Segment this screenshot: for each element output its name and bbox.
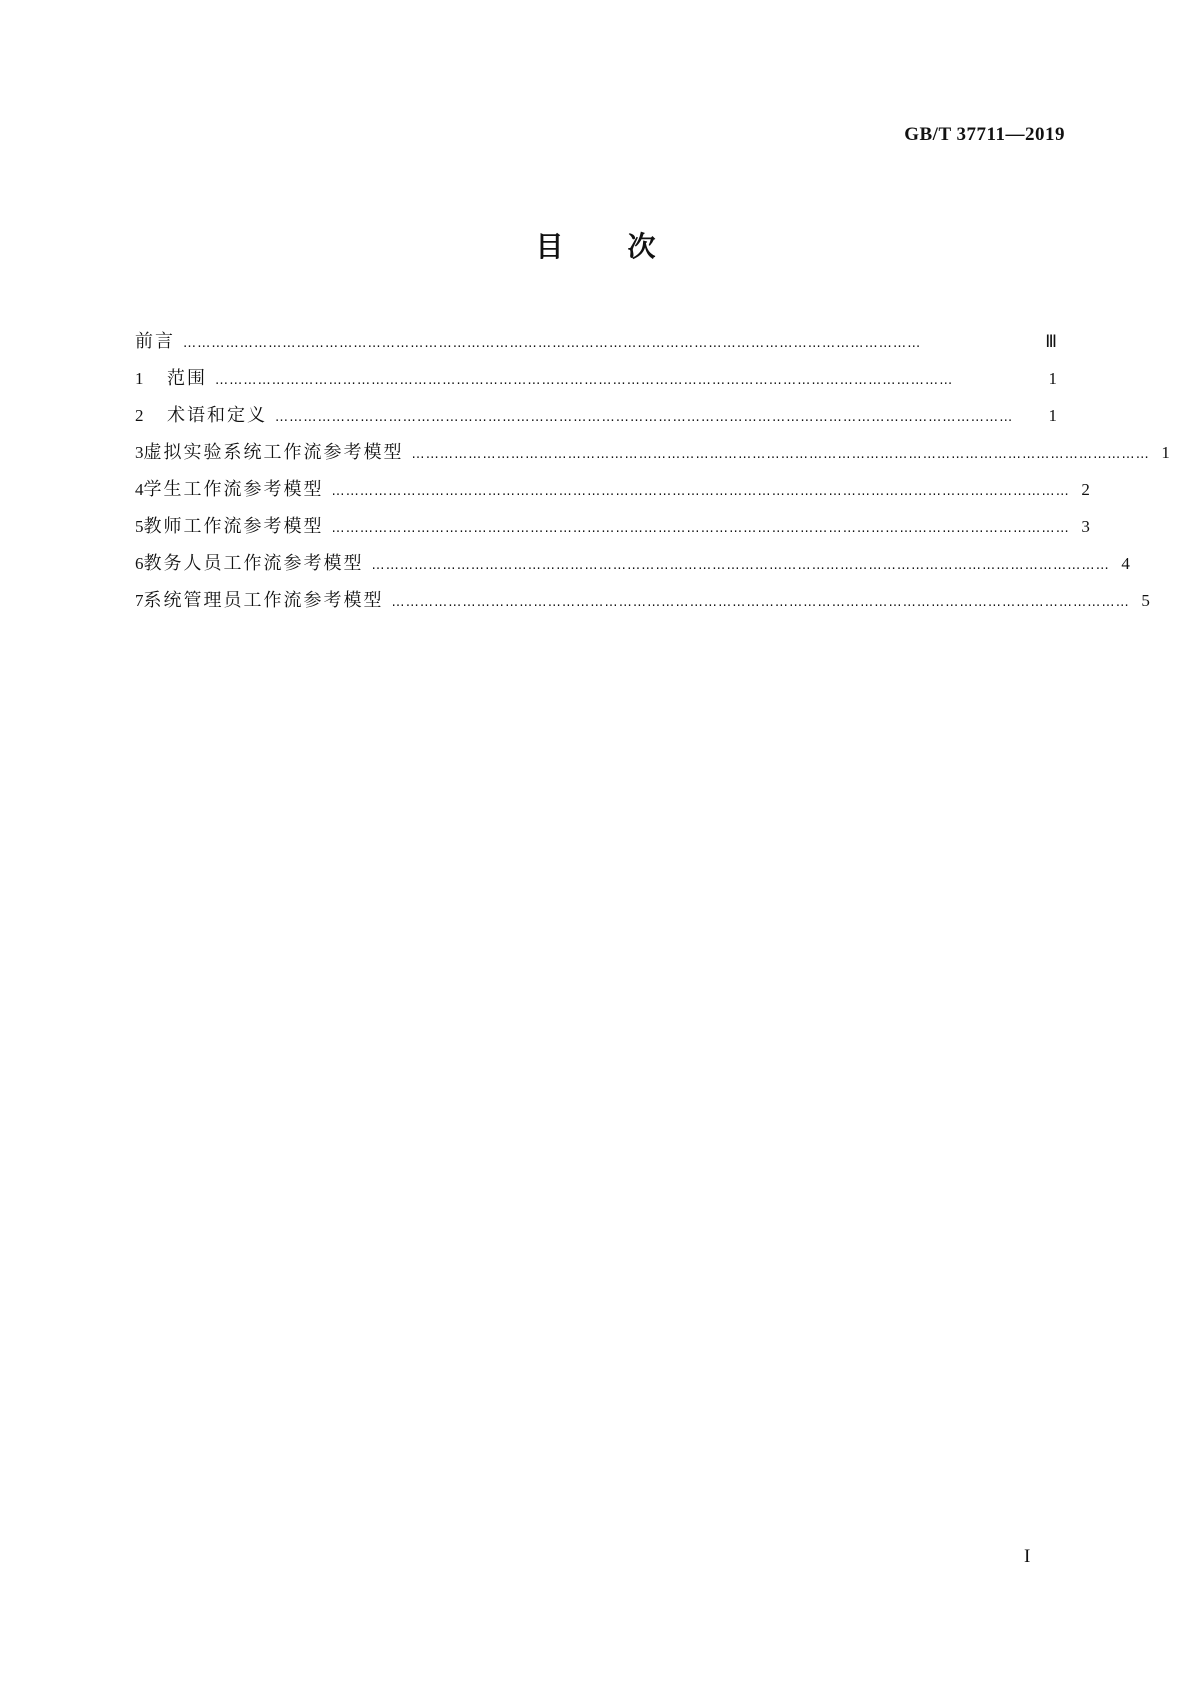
page-number: I [1024,1546,1031,1567]
toc-entry-number: 5 [135,517,144,536]
page-title [0,225,1191,265]
toc-entry-title: 学生工作流参考模型 [143,479,324,500]
toc-entry-number: 3 [135,443,144,462]
toc-entry-7[interactable] [135,586,1150,623]
toc-entry-page: 3 [1081,517,1090,536]
toc-entry-page: 4 [1121,554,1130,573]
standard-number: GB/T 37711—2019 [904,124,1065,145]
page-title-char-2: 次 [627,230,656,263]
toc-dot-leader: ………………………………………………………………………………………………………………………………………… [371,558,1110,573]
toc-entry-number: 1 [135,369,144,388]
toc-entry-page: 1 [1048,406,1057,425]
toc-entry-page: 1 [1161,443,1170,462]
toc-entry-title: 教务人员工作流参考模型 [143,553,364,574]
toc-entry-number: 6 [135,554,144,573]
toc-entry-title: 系统管理员工作流参考模型 [143,590,384,611]
toc-dot-leader: ………………………………………………………………………………………………………………………………………… [391,595,1130,610]
toc-entry-title: 范围 [167,368,207,389]
toc-entry-4[interactable] [135,475,1090,512]
toc-entry-foreword[interactable] [135,327,1057,364]
toc-dot-leader: ………………………………………………………………………………………………………………………………………… [331,484,1070,499]
toc-dot-leader: ………………………………………………………………………………………………………………………………………… [215,373,954,388]
toc-entry-number: 2 [135,406,144,425]
toc-entry-5[interactable] [135,512,1090,549]
toc-entry-page: 1 [1048,369,1057,388]
toc-entry-6[interactable] [135,549,1130,586]
toc-dot-leader: ………………………………………………………………………………………………………………………………………… [275,410,1014,425]
toc-entry-title: 虚拟实验系统工作流参考模型 [143,442,404,463]
toc-entry-title: 前言 [135,331,175,352]
toc-entry-number: 4 [135,480,144,499]
toc-dot-leader: ………………………………………………………………………………………………………………………………………… [411,447,1150,462]
toc-entry-page: 5 [1141,591,1150,610]
toc-dot-leader: ………………………………………………………………………………………………………………………………………… [331,521,1070,536]
toc-entry-title: 术语和定义 [167,405,267,426]
page-title-char-1: 目 [535,230,564,263]
toc-dot-leader: ………………………………………………………………………………………………………………………………………… [183,336,922,351]
toc-entry-3[interactable] [135,438,1170,475]
toc-entry-number: 7 [135,591,144,610]
toc-entry-2[interactable] [135,401,1057,438]
toc-entry-page: 2 [1081,480,1090,499]
table-of-contents [135,327,1170,623]
toc-entry-page: Ⅲ [1045,332,1057,351]
toc-entry-title: 教师工作流参考模型 [143,516,324,537]
toc-entry-1[interactable] [135,364,1057,401]
